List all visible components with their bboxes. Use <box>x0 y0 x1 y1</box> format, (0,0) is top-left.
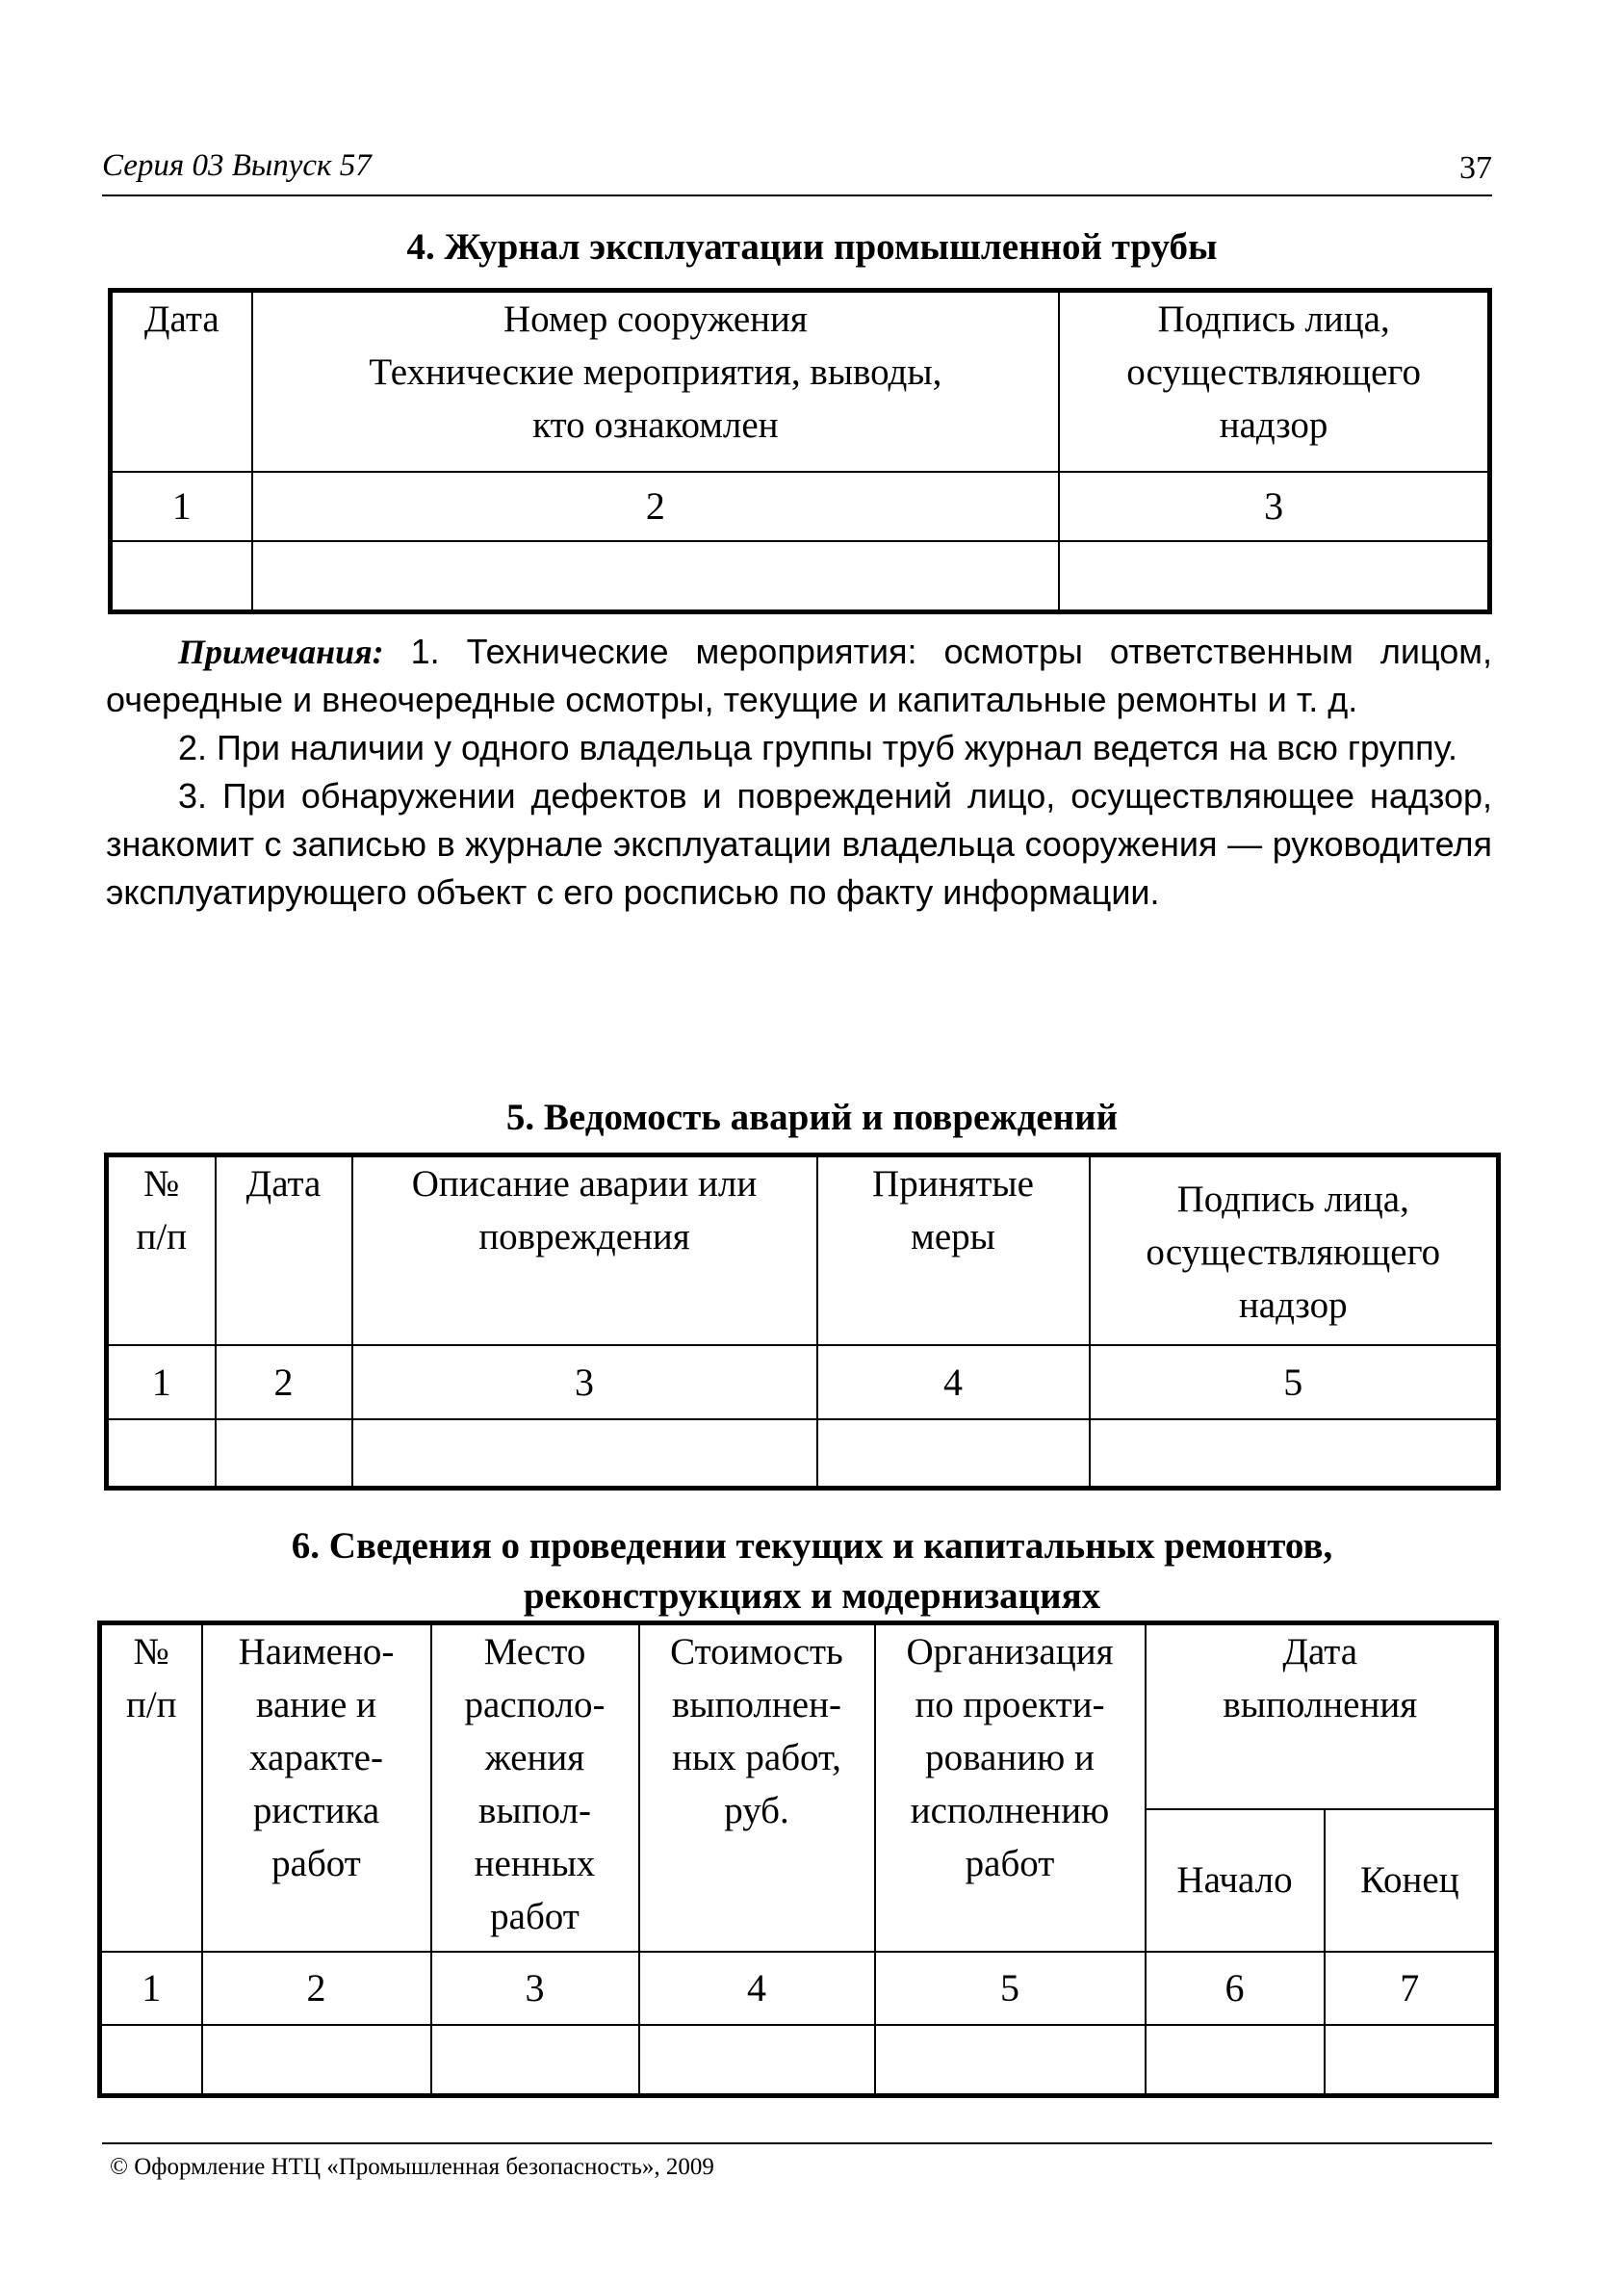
column-number: 1 <box>107 1345 216 1419</box>
notes-label: Примечания: <box>178 633 384 671</box>
col-header: Описание аварии или повреждения <box>352 1155 817 1345</box>
note-item: Примечания: 1. Технические мероприятия: осмотры ответственным лицом, очередные и внеочередные осмотры, текущие и капитальные ремонты и т. д. <box>106 632 1492 719</box>
column-number: 4 <box>639 1952 875 2025</box>
column-number: 5 <box>1090 1345 1499 1419</box>
empty-cell <box>817 1419 1090 1489</box>
empty-row <box>111 541 1490 612</box>
column-number: 1 <box>111 472 252 541</box>
empty-cell <box>107 1419 216 1489</box>
empty-cell <box>875 2025 1146 2096</box>
empty-cell <box>100 2025 202 2096</box>
journal-table <box>108 288 1492 614</box>
empty-cell <box>202 2025 431 2096</box>
empty-cell <box>431 2025 639 2096</box>
table-header-row <box>100 1623 1497 1809</box>
column-number: 2 <box>202 1952 431 2025</box>
col-header: № п/п <box>107 1155 216 1345</box>
col-header: № п/п <box>100 1623 202 1952</box>
page-number: 37 <box>1459 150 1492 186</box>
column-number-row <box>100 1952 1497 2025</box>
column-number: 3 <box>352 1345 817 1419</box>
sub-header-start: Начало <box>1146 1809 1325 1952</box>
column-number: 6 <box>1146 1952 1325 2025</box>
col-header: Место располо- жения выпол- ненных работ <box>431 1623 639 1952</box>
note-item: 2. При наличии у одного владельца группы труб журнал ведется на всю группу. <box>178 728 1457 767</box>
col-header: Подпись лица, осуществляющего надзор <box>1090 1155 1499 1345</box>
accidents-table <box>104 1153 1501 1491</box>
column-number: 7 <box>1325 1952 1497 2025</box>
col-header: Организация по проекти- рованию и исполнению работ <box>875 1623 1146 1952</box>
empty-cell <box>252 541 1060 612</box>
col-header: Дата <box>216 1155 352 1345</box>
col-header: Подпись лица, осуществляющего надзор <box>1059 291 1489 472</box>
empty-cell <box>352 1419 817 1489</box>
empty-cell <box>1325 2025 1497 2096</box>
empty-cell <box>216 1419 352 1489</box>
section-5-title: 5. Ведомость аварий и повреждений <box>505 1097 1119 1138</box>
column-number: 2 <box>252 472 1060 541</box>
col-header: Номер сооружения Технические мероприятия, выводы, кто ознакомлен <box>252 291 1060 472</box>
notes-block <box>106 628 1492 917</box>
col-header: Наимено- вание и характе- ристика работ <box>202 1623 431 1952</box>
column-number: 5 <box>875 1952 1146 2025</box>
column-number: 4 <box>817 1345 1090 1419</box>
column-number: 2 <box>216 1345 352 1419</box>
col-header: Дата выполнения <box>1146 1623 1497 1809</box>
column-number-row <box>111 472 1490 541</box>
empty-cell <box>1146 2025 1325 2096</box>
empty-cell <box>1059 541 1489 612</box>
footer-divider <box>102 2142 1492 2144</box>
section-6-title: 6. Сведения о проведении текущих и капитальных ремонтов, реконструкциях и модернизациях <box>291 1525 1333 1617</box>
empty-cell <box>639 2025 875 2096</box>
empty-row <box>107 1419 1499 1489</box>
column-number: 3 <box>1059 472 1489 541</box>
empty-cell <box>1090 1419 1499 1489</box>
page-header <box>102 148 1492 196</box>
column-number-row <box>107 1345 1499 1419</box>
col-header: Стоимость выполнен- ных работ, руб. <box>639 1623 875 1952</box>
table-header-row <box>111 291 1490 472</box>
column-number: 1 <box>100 1952 202 2025</box>
column-number: 3 <box>431 1952 639 2025</box>
table-header-row <box>107 1155 1499 1345</box>
col-header: Дата <box>111 291 252 472</box>
empty-cell <box>111 541 252 612</box>
empty-row <box>100 2025 1497 2096</box>
series-label: Серия 03 Выпуск 57 <box>102 148 372 183</box>
repairs-table <box>97 1621 1499 2098</box>
sub-header-end: Конец <box>1325 1809 1497 1952</box>
section-4-title: 4. Журнал эксплуатации промышленной трубы <box>406 226 1218 268</box>
copyright-footer: © Оформление НТЦ «Промышленная безопасность», 2009 <box>110 2154 714 2180</box>
col-header: Принятые меры <box>817 1155 1090 1345</box>
note-item: 3. При обнаружении дефектов и повреждений лицо, осуществляющее надзор, знакомит с записью в журнале эксплуатации владельца сооружения — руководителя эксплуатирующего объект с его росписью по факту информации. <box>106 776 1492 912</box>
